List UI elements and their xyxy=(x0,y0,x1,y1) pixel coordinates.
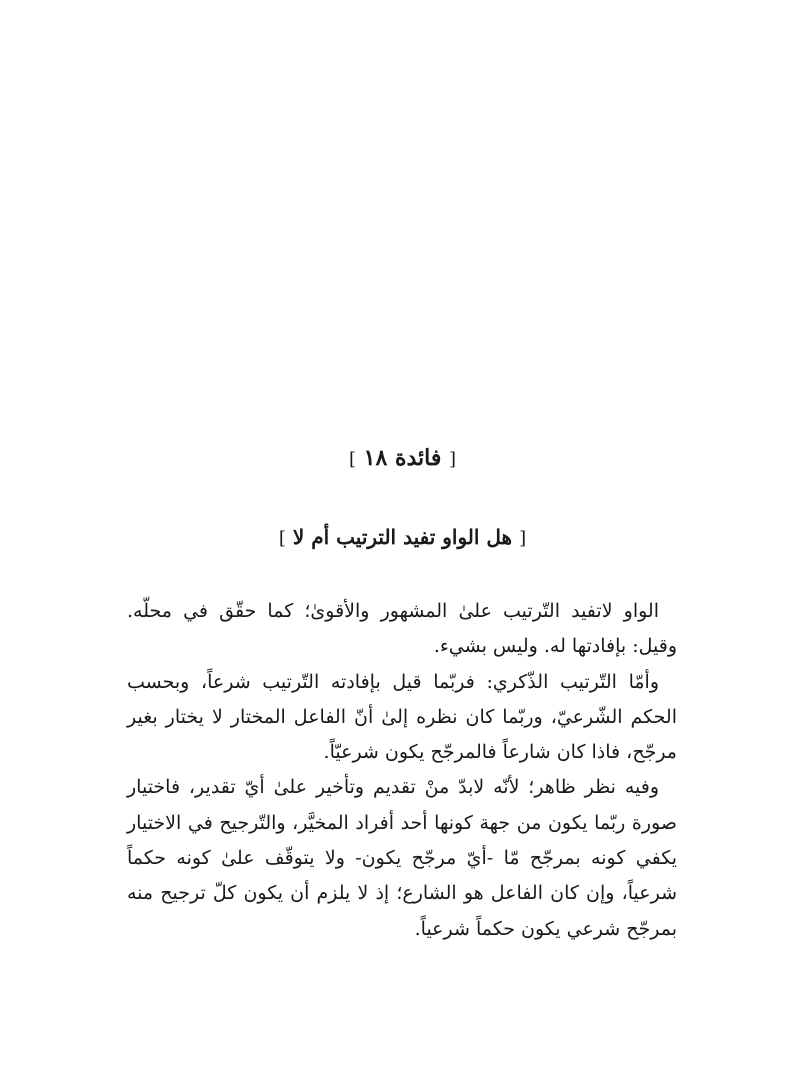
paragraph-2: وأمّا التّرتيب الذّكري: فربّما قيل بإفادته التّرتيب شرعاً، وبحسب الحكم الشّرعيّ، وربّما كان نظره إلىٰ أنّ الفاعل المختار لا يختار بغير مرجّح، فاذا كان شارعاً فالمرجّح يكون شرعيّاً. xyxy=(127,670,677,764)
bracket-close: ] xyxy=(348,449,356,470)
subtitle-bracket-open: [ xyxy=(519,528,527,549)
paragraph-3: وفيه نظر ظاهر؛ لأنّه لابدّ منْ تقديم وتأخير علىٰ أيّ تقدير، فاختيار صورة ربّما يكون من جهة كونها أحد أفراد المخيَّر، والتّرجيح في الاختيار يكفي كونه بمرجّح مّا -أيّ مرجّح يكون- ولا يتوقّف علىٰ كونه حكماً شرعياً، وإن كان الفاعل هو الشارع؛ إذ لا يلزم أن يكون كلّ ترجيح منه بمرجّح شرعي يكون حكماً شرعياً. xyxy=(127,776,677,940)
chapter-title-text: فائدة ١٨ xyxy=(363,445,442,471)
bracket-open: [ xyxy=(449,449,457,470)
chapter-title xyxy=(0,440,805,478)
subtitle-text: هل الواو تفيد الترتيب أم لا xyxy=(292,525,513,549)
body-text xyxy=(127,594,677,947)
paragraph-1: الواو لاتفيد التّرتيب علىٰ المشهور والأقوىٰ؛ كما حقّق في محلّه. وقيل: بإفادتها له. وليس بشيء. xyxy=(127,600,677,658)
section-subtitle xyxy=(0,520,805,556)
subtitle-bracket-close: ] xyxy=(278,528,286,549)
